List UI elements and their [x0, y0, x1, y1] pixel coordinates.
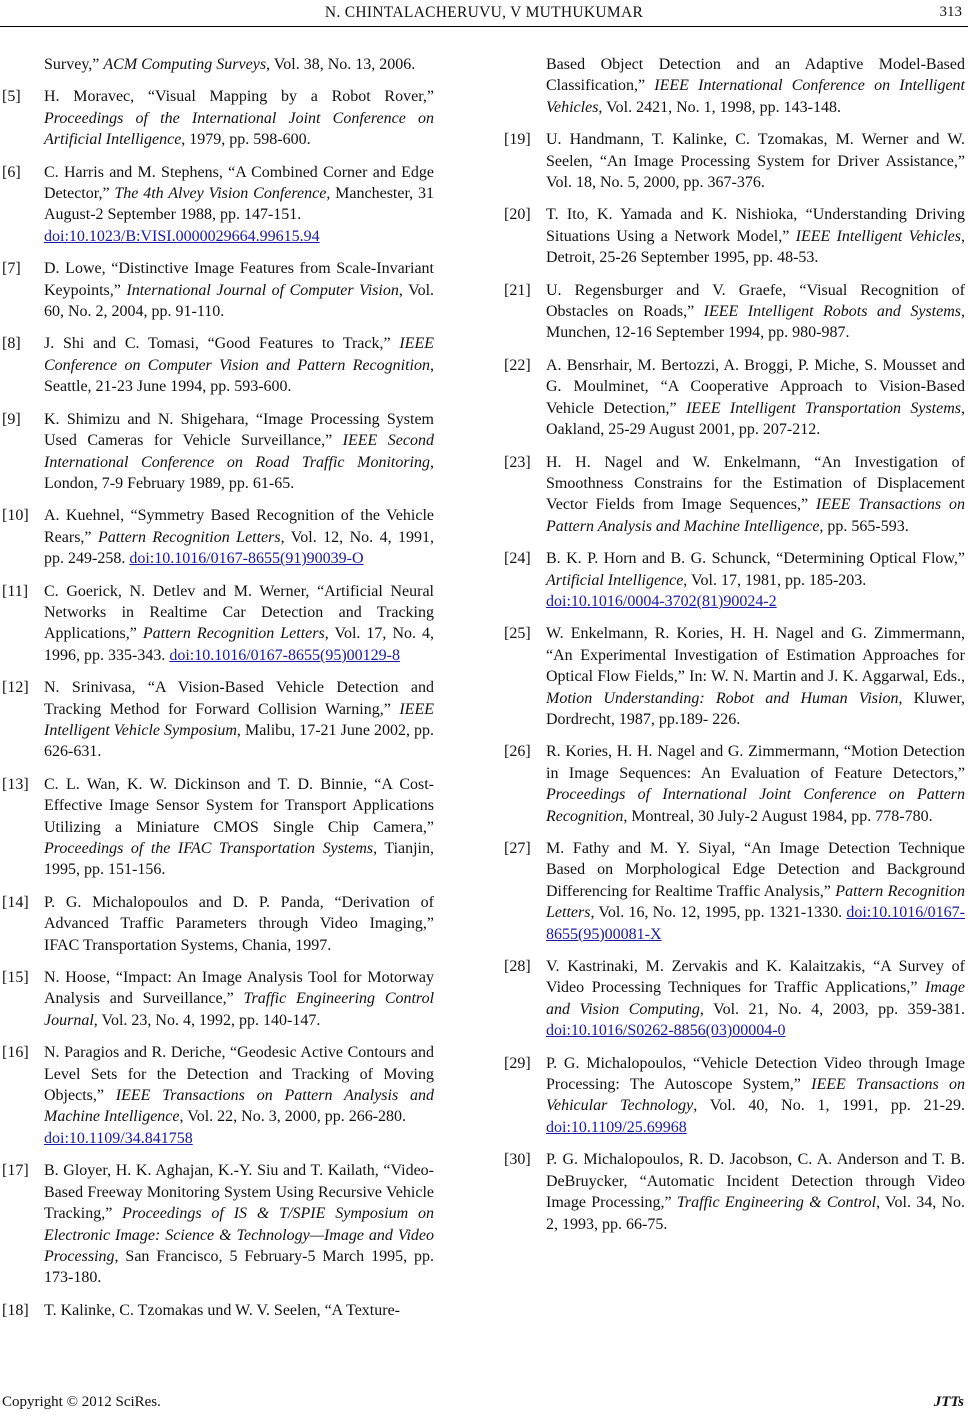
reference-details: , Vol. 21, No. 4, 2003, pp. 359-381.	[699, 1000, 965, 1018]
running-header	[0, 0, 968, 27]
doi-link[interactable]: doi:10.1016/0167-8655(95)00129-8	[169, 646, 400, 664]
reference-entry	[502, 204, 965, 268]
doi-link[interactable]: doi:10.1016/0004-3702(81)90024-2	[546, 592, 777, 610]
reference-entry	[0, 677, 434, 763]
reference-entry	[0, 409, 434, 495]
reference-text: A. Bensrhair, M. Bertozzi, A. Broggi, P. Miche, S. Mousset and G. Moulminet, “A Cooperative Approach to Vision-Based Vehicle Detection,”	[546, 356, 965, 417]
reference-entry	[0, 258, 434, 322]
reference-source-title: Image and Vision Computing	[546, 979, 965, 1018]
reference-source-title: IEEE Intelligent Transportation Systems	[685, 399, 962, 417]
reference-text: M. Fathy and M. Y. Siyal, “An Image Detection Technique Based on Morphological Edge Detection and Background Differencing for Realtime Traffic Analysis,”	[546, 840, 965, 900]
reference-text: N. Srinivasa, “A Vision-Based Vehicle Detection and Tracking Method for Forward Collision Warning,”	[44, 679, 434, 718]
reference-entry	[0, 54, 434, 75]
reference-text: B. K. P. Horn and B. G. Schunck, “Determining Optical Flow,”	[546, 550, 965, 568]
reference-number: [13]	[2, 775, 29, 793]
reference-text: U. Regensburger and V. Graefe, “Visual Recognition of Obstacles on Roads,”	[546, 281, 965, 321]
reference-entry	[502, 1053, 965, 1139]
reference-source-title: IEEE International Conference on Intelligent Vehicles	[546, 77, 966, 116]
reference-number: [10]	[2, 507, 29, 525]
reference-entry	[502, 741, 965, 827]
reference-entry	[0, 774, 434, 881]
reference-number: [7]	[2, 260, 21, 278]
reference-source-title: Proceedings of IS & T/SPIE Symposium on Electronic Image: Science & Technology—Image and Video Processing	[44, 1205, 435, 1265]
reference-text: Survey,”	[44, 56, 104, 73]
reference-number: [6]	[2, 163, 21, 181]
reference-number: [22]	[504, 356, 531, 374]
reference-entry	[502, 956, 965, 1042]
reference-text: P. G. Michalopoulos, “Vehicle Detection Video through Image Processing: The Autoscope System,”	[546, 1054, 965, 1094]
reference-number: [28]	[504, 958, 531, 976]
reference-source-title: The 4th Alvey Vision Conference	[114, 185, 327, 203]
reference-details: , Malibu, 17-21 June 2002, pp. 626-631.	[44, 721, 434, 761]
reference-text: A. Kuehnel, “Symmetry Based Recognition of the Vehicle Rears,”	[44, 507, 434, 546]
reference-details: , Montreal, 30 July-2 August 1984, pp. 778-780.	[623, 807, 933, 825]
reference-source-title: IEEE Intelligent Vehicle Symposium	[44, 700, 434, 739]
reference-entry	[502, 355, 965, 441]
page-footer	[0, 1389, 968, 1411]
reference-details: , pp. 565-593.	[819, 517, 909, 535]
reference-text: P. G. Michalopoulos, R. D. Jacobson, C. A. Anderson and T. B. DeBruycker, “Automatic Incident Detection through Video Image Processing,”	[546, 1151, 965, 1212]
reference-text: P. G. Michalopoulos and D. P. Panda, “Derivation of Advanced Traffic Parameters through Video Imaging,” IFAC Transportation Systems, Chania, 1997.	[44, 893, 434, 954]
reference-text: J. Shi and C. Tomasi, “Good Features to Track,”	[44, 335, 400, 353]
reference-details: , San Francisco, 5 February-5 March 1995, pp. 173-180.	[44, 1247, 434, 1287]
reference-source-title: Pattern Recognition Letters	[97, 528, 281, 546]
reference-source-title: IEEE Second International Conference on Road Traffic Monitoring	[44, 432, 434, 471]
reference-number: [5]	[2, 88, 21, 106]
reference-entry	[0, 86, 434, 150]
reference-source-title: IEEE Transactions on Vehicular Technology	[546, 1076, 966, 1115]
reference-source-title: Proceedings of the IFAC Transportation Systems	[44, 840, 374, 857]
reference-source-title: ACM Computing Surveys	[103, 56, 267, 73]
reference-details: , Vol. 22, No. 3, 2000, pp. 266-280.	[179, 1108, 407, 1126]
reference-number: [20]	[504, 206, 531, 224]
reference-details: , Seattle, 21-23 June 1994, pp. 593-600.	[44, 356, 434, 396]
reference-source-title: Proceedings of the International Joint Conference on Artificial Intelligence	[44, 109, 434, 149]
reference-details: , Vol. 17, 1981, pp. 185-203.	[683, 571, 867, 589]
reference-entry	[0, 1300, 434, 1321]
reference-number: [21]	[504, 281, 531, 299]
reference-entry	[502, 54, 965, 118]
reference-details: , Detroit, 25-26 September 1995, pp. 48-53.	[546, 227, 965, 267]
reference-details: , London, 7-9 February 1989, pp. 61-65.	[44, 453, 434, 492]
reference-entry	[502, 452, 965, 538]
reference-source-title: IEEE Transactions on Pattern Analysis and Machine Intelligence	[546, 496, 965, 535]
reference-details: , Vol. 23, No. 4, 1992, pp. 140-147.	[93, 1011, 321, 1029]
reference-source-title: IEEE Conference on Computer Vision and Pattern Recognition	[44, 335, 434, 374]
reference-source-title: Traffic Engineering & Control	[676, 1194, 877, 1212]
reference-details: , Vol. 16, No. 12, 1995, pp. 1321-1330.	[590, 904, 847, 922]
reference-number: [8]	[2, 335, 21, 353]
reference-text: T. Kalinke, C. Tzomakas und W. V. Seelen, “A Texture-	[44, 1301, 401, 1319]
reference-source-title: Pattern Recognition Letters	[546, 882, 965, 922]
reference-source-title: IEEE Intelligent Robots and Systems	[703, 303, 961, 321]
reference-details: , Vol. 2421, No. 1, 1998, pp. 143-148.	[598, 98, 841, 116]
doi-link[interactable]: doi:10.1016/0167-8655(95)00081-X	[546, 904, 965, 943]
reference-source-title: IEEE Transactions on Pattern Analysis and Machine Intelligence	[44, 1087, 434, 1126]
reference-entry	[502, 838, 965, 945]
reference-entry	[0, 333, 434, 397]
reference-details: , 1979, pp. 598-600.	[181, 131, 311, 149]
reference-source-title: Motion Understanding: Robot and Human Vision	[546, 689, 899, 707]
reference-entry	[0, 967, 434, 1031]
reference-source-title: Traffic Engineering Control Journal	[44, 990, 435, 1029]
reference-text: N. Paragios and R. Deriche, “Geodesic Active Contours and Level Sets for the Detection and Tracking of Moving Objects,”	[44, 1044, 434, 1105]
reference-source-title: IEEE Intelligent Vehicles	[795, 227, 961, 245]
right-column	[502, 54, 965, 1246]
reference-number: [24]	[504, 550, 531, 568]
reference-text: C. Goerick, N. Detlev and M. Werner, “Artificial Neural Networks in Realtime Car Detection and Tracking Applications,”	[44, 582, 434, 643]
reference-number: [25]	[504, 625, 531, 643]
reference-text: Based Object Detection and an Adaptive Model-Based Classification,”	[546, 56, 965, 95]
doi-link[interactable]: doi:10.1016/S0262-8856(03)00004-0	[546, 1022, 786, 1040]
left-column	[0, 54, 434, 1332]
reference-text: C. Harris and M. Stephens, “A Combined Corner and Edge Detector,”	[44, 163, 434, 203]
reference-entry	[0, 1042, 434, 1149]
reference-source-title: Artificial Intelligence	[546, 571, 684, 589]
reference-details: , Tianjin, 1995, pp. 151-156.	[44, 840, 434, 879]
reference-text: C. L. Wan, K. W. Dickinson and T. D. Binnie, “A Cost-Effective Image Sensor System for Transport Applications Utilizing a Miniature CMOS Single Chip Camera,”	[44, 775, 434, 836]
reference-number: [11]	[2, 582, 29, 600]
reference-number: [19]	[504, 131, 531, 149]
reference-text: H. Moravec, “Visual Mapping by a Robot Rover,”	[44, 88, 434, 106]
reference-text: W. Enkelmann, R. Kories, H. H. Nagel and G. Zimmermann, “An Experimental Investigation of Estimation Approaches for Optical Flow Fields,” In: W. N. Martin and J. K. Aggarwal, Eds.,	[546, 625, 965, 686]
reference-text: T. Ito, K. Yamada and K. Nishioka, “Understanding Driving Situations Using a Network Model,”	[546, 206, 965, 245]
doi-link[interactable]: doi:10.1109/34.841758	[44, 1129, 193, 1147]
reference-entry	[0, 1160, 434, 1288]
reference-entry	[0, 581, 434, 667]
reference-number: [16]	[2, 1044, 29, 1062]
reference-number: [29]	[504, 1054, 531, 1072]
reference-text: D. Lowe, “Distinctive Image Features from Scale-Invariant Keypoints,”	[44, 260, 434, 299]
reference-number: [14]	[2, 893, 29, 911]
reference-text: V. Kastrinaki, M. Zervakis and K. Kalaitzakis, “A Survey of Video Processing Techniques for Traffic Applications,”	[546, 958, 965, 997]
reference-text: R. Kories, H. H. Nagel and G. Zimmermann, “Motion Detection in Image Sequences: An Evaluation of Feature Detectors,”	[546, 743, 965, 782]
reference-source-title: Pattern Recognition Letters	[142, 625, 325, 643]
reference-entry	[502, 280, 965, 344]
reference-source-title: Proceedings of International Joint Conference on Pattern Recognition	[546, 786, 965, 825]
reference-details: , Vol. 38, No. 13, 2006.	[266, 56, 416, 73]
reference-details: , Oakland, 25-29 August 2001, pp. 207-212.	[546, 399, 966, 439]
reference-text: U. Handmann, T. Kalinke, C. Tzomakas, M. Werner and W. Seelen, “An Image Processing System for Driver Assistance,” Vol. 18, No. 5, 2000, pp. 367-376.	[546, 131, 965, 192]
reference-details: , Vol. 17, No. 4, 1996, pp. 335-343.	[44, 625, 435, 664]
page-number: 313	[939, 4, 962, 20]
reference-entry	[0, 505, 434, 569]
reference-entry	[502, 623, 965, 730]
reference-entry	[502, 548, 965, 612]
reference-number: [26]	[504, 743, 531, 761]
reference-number: [12]	[2, 679, 29, 697]
reference-details: , Manchester, 31 August-2 September 1988, pp. 147-151.	[44, 185, 434, 224]
reference-details: , Kluwer, Dordrecht, 1987, pp.189- 226.	[546, 689, 966, 728]
reference-entry	[502, 129, 965, 193]
copyright-notice: Copyright © 2012 SciRes.	[2, 1394, 161, 1410]
doi-link[interactable]: doi:10.1016/0167-8655(91)90039-O	[129, 550, 364, 568]
reference-number: [18]	[2, 1301, 29, 1319]
header-authors: N. CHINTALACHERUVU, V MUTHUKUMAR	[324, 4, 644, 21]
reference-entry	[0, 162, 434, 248]
reference-text: N. Hoose, “Impact: An Image Analysis Tool for Motorway Analysis and Surveillance,”	[44, 969, 434, 1008]
doi-link[interactable]: doi:10.1023/B:VISI.0000029664.99615.94	[44, 227, 320, 245]
reference-number: [27]	[504, 840, 531, 857]
reference-number: [15]	[2, 969, 29, 987]
reference-number: [17]	[2, 1162, 29, 1180]
reference-details: , Vol. 40, No. 1, 1991, pp. 21-29.	[693, 1097, 966, 1115]
reference-entry	[502, 1149, 965, 1235]
reference-number: [9]	[2, 410, 21, 428]
reference-details: , Vol. 60, No. 2, 2004, pp. 91-110.	[44, 281, 435, 321]
reference-details: , Vol. 12, No. 4, 1991, pp. 249-258.	[44, 528, 435, 568]
reference-number: [23]	[504, 453, 531, 471]
reference-text: H. H. Nagel and W. Enkelmann, “An Investigation of Smoothness Constrains for the Estimation of Displacement Vector Fields from Image Sequences,”	[546, 453, 965, 514]
doi-link[interactable]: doi:10.1109/25.69968	[546, 1118, 687, 1136]
reference-entry	[0, 892, 434, 956]
reference-details: , Munchen, 12-16 September 1994, pp. 980-987.	[546, 303, 965, 342]
reference-source-title: International Journal of Computer Vision	[126, 281, 399, 299]
reference-number: [30]	[504, 1151, 531, 1169]
reference-details: , Vol. 34, No. 2, 1993, pp. 66-75.	[546, 1194, 966, 1233]
journal-abbrev: JTTs	[933, 1394, 964, 1410]
reference-text: B. Gloyer, H. K. Aghajan, K.-Y. Siu and T. Kailath, “Video-Based Freeway Monitoring System Using Recursive Vehicle Tracking,”	[44, 1162, 434, 1223]
reference-text: K. Shimizu and N. Shigehara, “Image Processing System Used Cameras for Vehicle Surveillance,”	[44, 410, 434, 450]
